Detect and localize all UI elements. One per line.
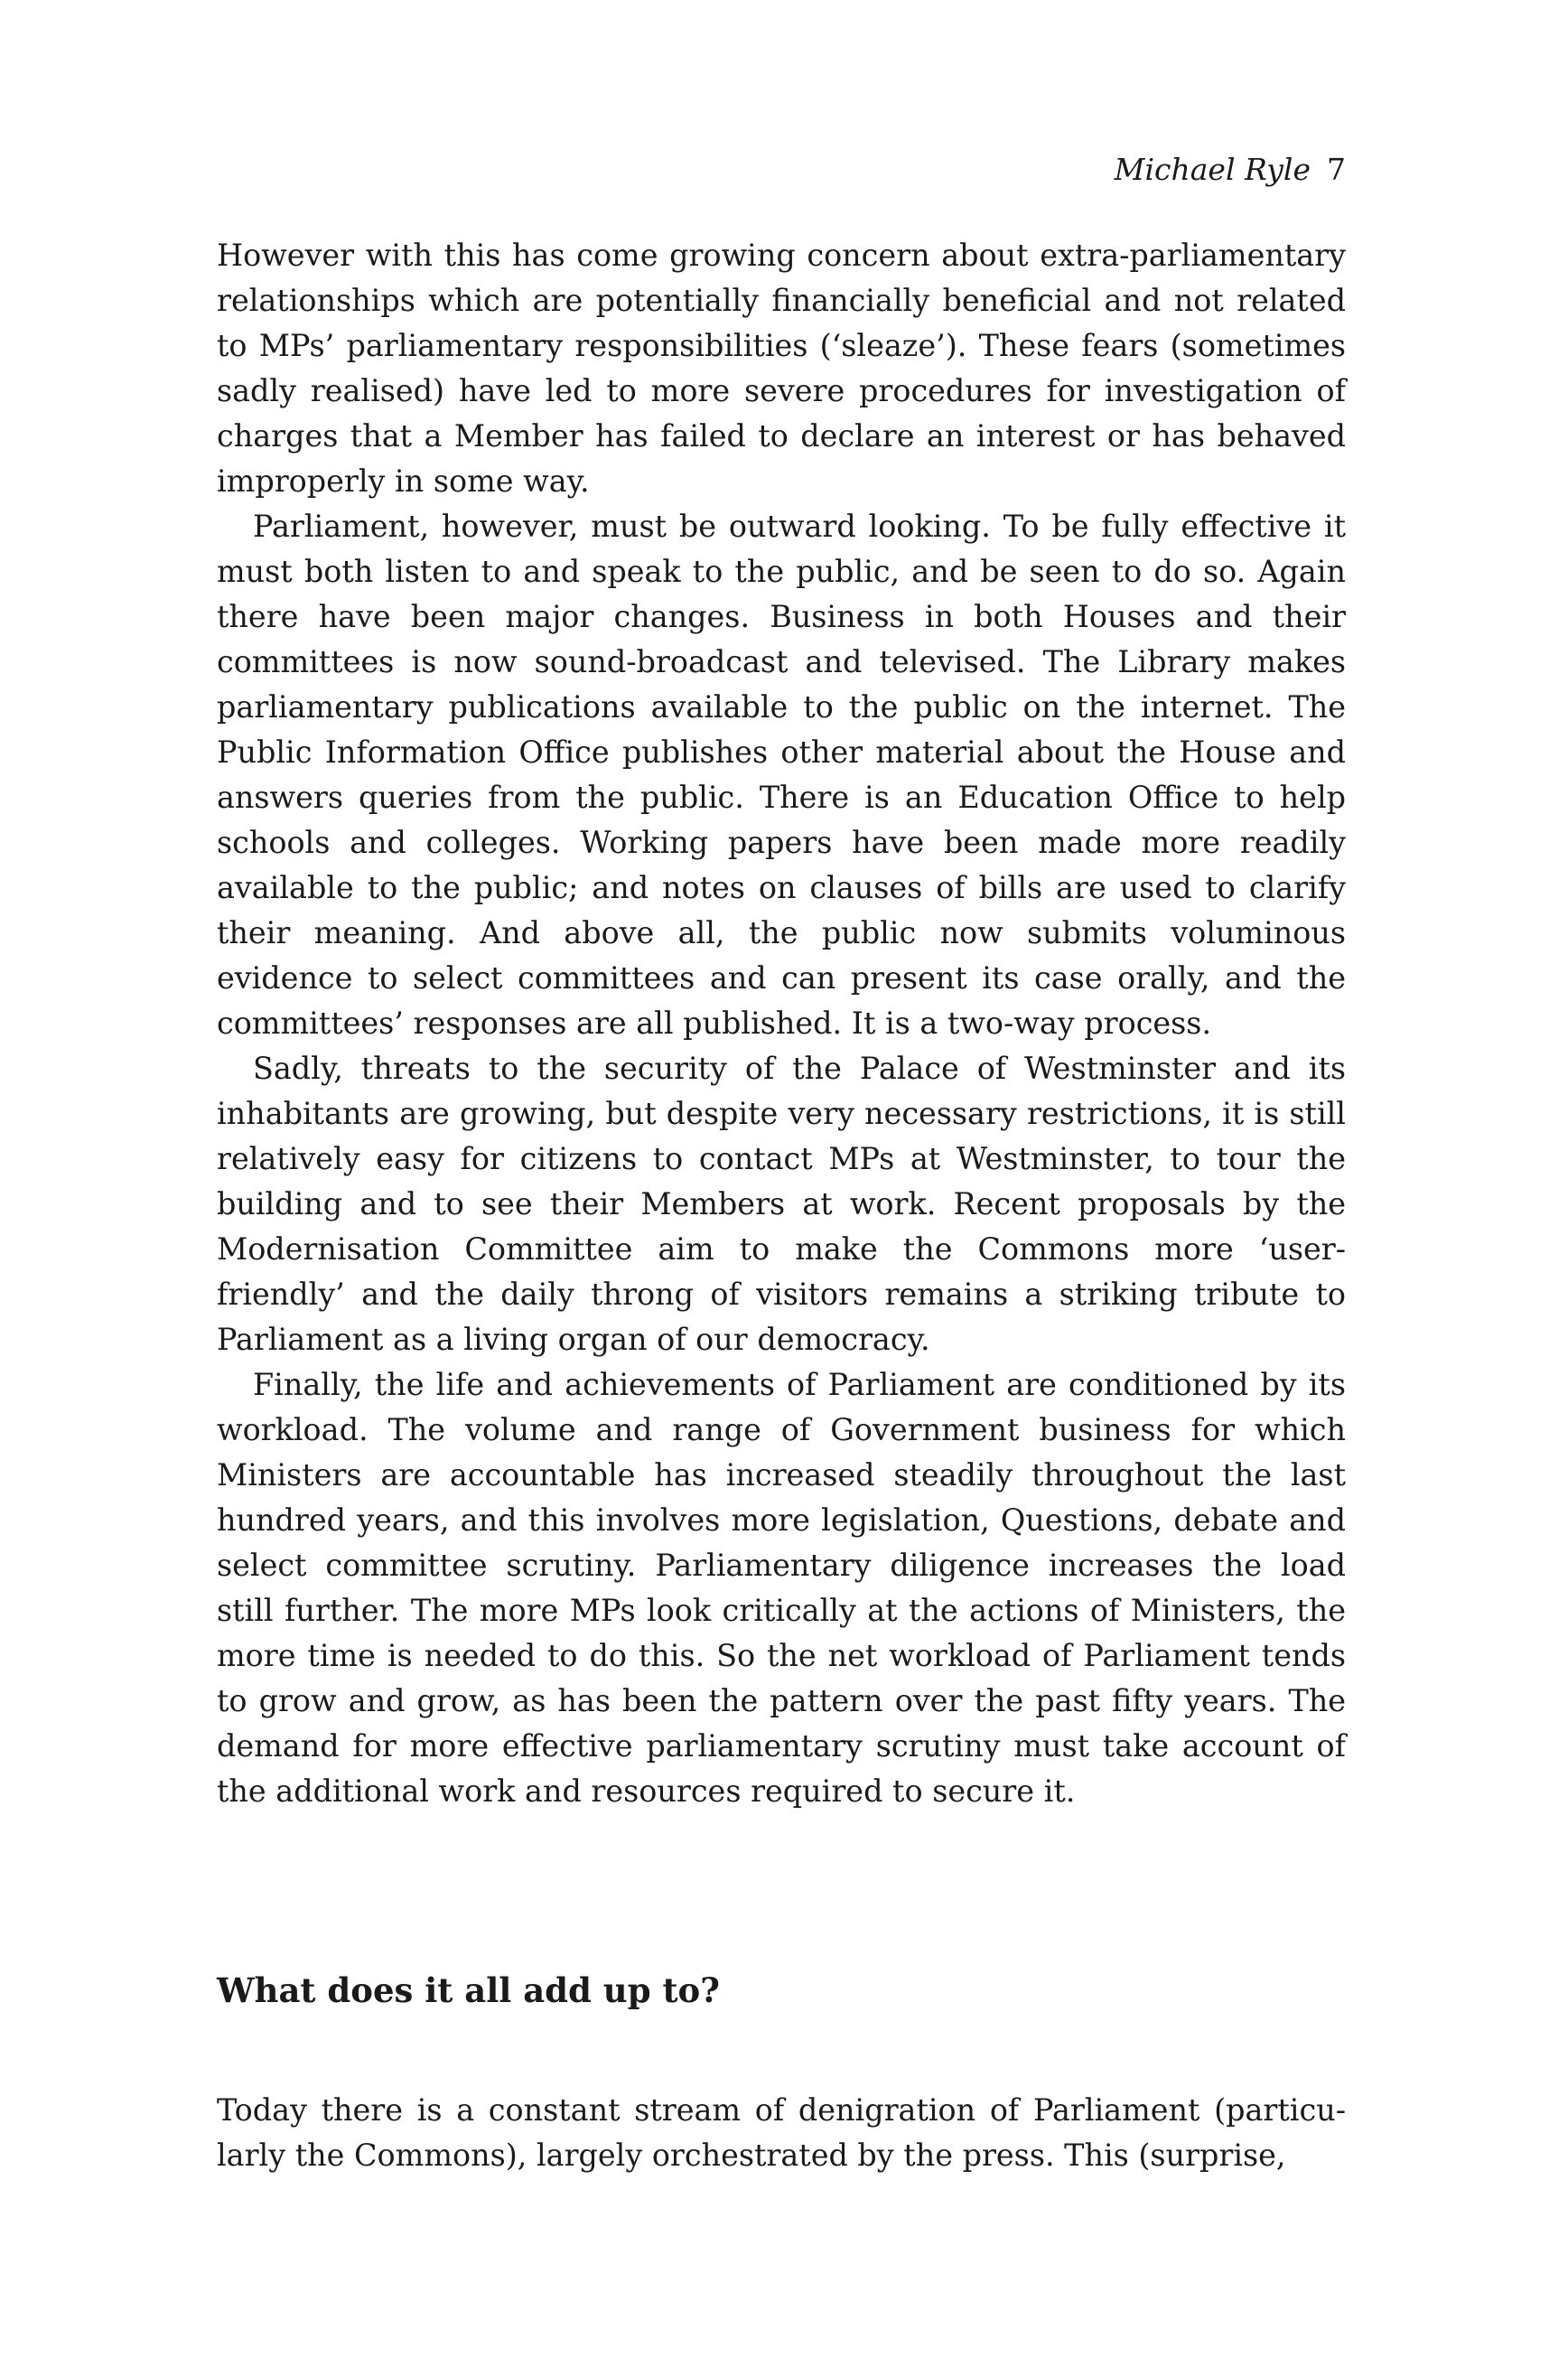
paragraph: Parliament, however, must be outward looking. To be fully effective it must both listen to and speak to the public, and be seen to do so. Again there have been major changes. Business in both Houses and their committees is now sound-broadcast and televised. The Library makes parliamentary publications available to the public on the internet. The Public Information Office publishes other material about the House and answers queries from the public. There is an Education Office to help schools and colleges. Working papers have been made more readily available to the public; and notes on clauses of bills are used to clarify their meaning. And above all, the public now submits voluminous evidence to select committees and can present its case orally, and the committees’ responses are all published. It is a two-way process. bbox=[217, 509, 1346, 1041]
running-header-author: Michael Ryle bbox=[1114, 152, 1311, 187]
section-heading: What does it all add up to? bbox=[217, 1970, 720, 2010]
page-number: 7 bbox=[1327, 152, 1346, 187]
body-text bbox=[217, 233, 1346, 1814]
running-header bbox=[1115, 152, 1346, 188]
book-page bbox=[217, 0, 1346, 2358]
paragraph: However with this has come growing concern about extra-parliamentary relationships which are potentially financially beneficial and not related to MPs’ parliamentary responsibilities (‘sleaze’). These fears (sometimes sadly realised) have led to more severe procedures for investigation of charges that a Member has failed to declare an interest or has behaved improperly in some way. bbox=[217, 238, 1346, 499]
section-paragraph: Today there is a constant stream of denigration of Parliament (particularly the Commons), largely orchestrated by the press. This (surprise, bbox=[217, 2092, 1346, 2173]
paragraph: Sadly, threats to the security of the Palace of Westminster and its inhabitants are growing, but despite very necessary restrictions, it is still relatively easy for citizens to contact MPs at Westminster, to tour the building and to see their Members at work. Recent proposals by the Modernisation Committee aim to make the Commons more ‘user-friendly’ and the daily throng of visitors remains a striking tribute to Parliament as a living organ of our democracy. bbox=[217, 1051, 1346, 1357]
paragraph: Finally, the life and achievements of Parliament are conditioned by its workload. The volume and range of Government business for which Ministers are accountable has increased steadily throughout the last hundred years, and this involves more legislation, Questions, debate and select committee scrutiny. Parliamentary diligence increases the load still further. The more MPs look critically at the actions of Ministers, the more time is needed to do this. So the net workload of Parliament tends to grow and grow, as has been the pattern over the past fifty years. The demand for more effective parliamentary scrutiny must take account of the additional work and resources required to secure it. bbox=[217, 1367, 1346, 1809]
